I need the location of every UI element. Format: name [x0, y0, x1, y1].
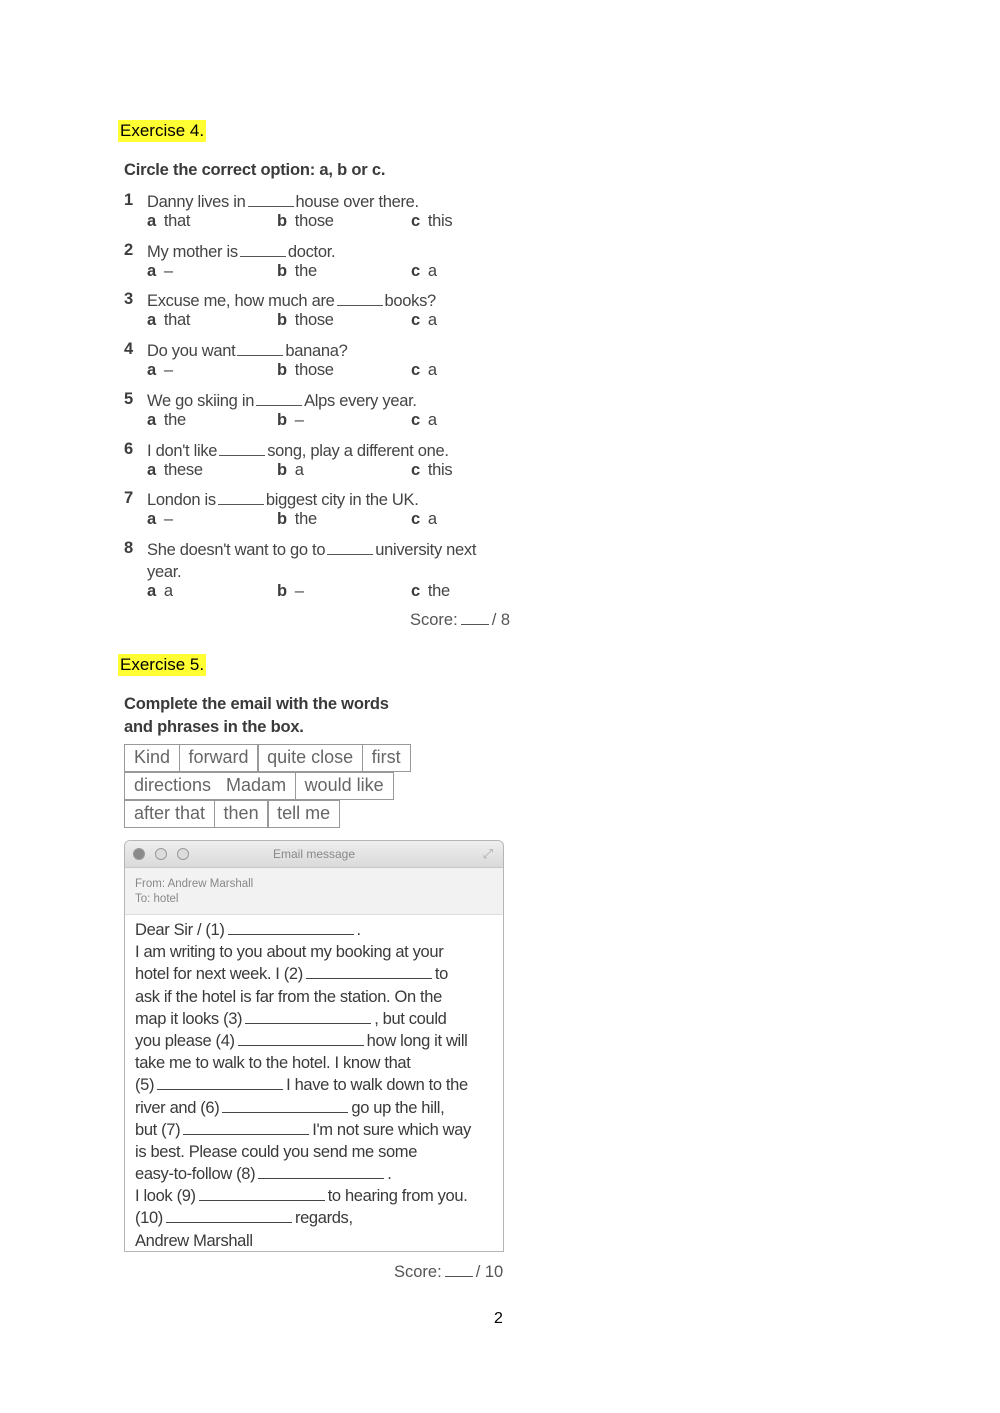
- email-text: (10): [135, 1209, 163, 1228]
- word-box-cell: after that: [124, 800, 215, 828]
- email-text-after: to hearing from you.: [327, 1187, 468, 1206]
- email-line: [135, 1119, 493, 1141]
- email-blank[interactable]: [199, 1187, 325, 1201]
- email-blank[interactable]: [238, 1032, 364, 1046]
- email-line: [135, 1207, 493, 1229]
- email-text-after: I have to walk down to the: [286, 1076, 468, 1095]
- exercise-4-instruction: Circle the correct option: a, b or c.: [124, 161, 386, 179]
- word-box: [124, 744, 409, 828]
- word-box-cell: directions Madam: [124, 772, 296, 800]
- option-c[interactable]: c a: [411, 410, 437, 429]
- stem-after: doctor.: [287, 242, 336, 261]
- option-b[interactable]: b those: [277, 212, 334, 230]
- email-from: From: Andrew Marshall: [135, 878, 254, 890]
- email-line: [135, 1008, 493, 1030]
- option-a[interactable]: a a: [147, 581, 173, 600]
- email-line: [135, 919, 493, 941]
- email-window: [124, 840, 504, 1252]
- email-blank[interactable]: [183, 1121, 309, 1135]
- email-line: [135, 1185, 493, 1207]
- exercise-4-score: [410, 611, 510, 630]
- question-stem: [147, 539, 476, 561]
- question-stem: [147, 191, 419, 213]
- email-title-bar: [125, 841, 503, 868]
- stem-before: Danny lives in: [147, 193, 246, 211]
- option-b[interactable]: b –: [277, 581, 304, 600]
- option-a[interactable]: a –: [147, 361, 173, 380]
- word-box-row: [124, 800, 409, 828]
- options-row: [147, 411, 547, 433]
- options-row: [147, 510, 547, 532]
- options-row: [147, 461, 547, 483]
- question-number: 3: [124, 290, 133, 309]
- options-row: [147, 262, 547, 284]
- email-text: you please (4): [135, 1031, 235, 1050]
- stem-after: banana?: [285, 342, 348, 361]
- option-c[interactable]: c a: [411, 261, 437, 280]
- email-blank[interactable]: [157, 1076, 283, 1090]
- instruction-line-2: and phrases in the box.: [124, 718, 304, 736]
- option-a[interactable]: a that: [147, 212, 191, 230]
- question-stem: [147, 489, 419, 511]
- email-text-after: go up the hill,: [351, 1098, 445, 1117]
- option-a[interactable]: a these: [147, 460, 203, 479]
- answer-blank[interactable]: [248, 192, 294, 207]
- exercise-4-title: Exercise 4.: [120, 121, 205, 140]
- option-a[interactable]: a that: [147, 311, 191, 330]
- email-text: river and (6): [135, 1098, 220, 1117]
- email-window-title: Email message: [272, 847, 356, 861]
- exercise-5-title: Exercise 5.: [120, 655, 205, 674]
- question-number: 4: [124, 340, 133, 359]
- question-stem: [147, 340, 348, 362]
- email-text: I am writing to you about my booking at your: [135, 943, 444, 962]
- stem-after: house over there.: [295, 193, 419, 211]
- email-text: map it looks (3): [135, 1009, 243, 1028]
- email-text: hotel for next week. I (2): [135, 965, 303, 984]
- stem-continuation: year.: [147, 562, 182, 581]
- email-text-after: how long it will: [366, 1031, 468, 1050]
- email-blank[interactable]: [258, 1165, 384, 1179]
- score-blank[interactable]: [445, 1264, 473, 1277]
- option-a[interactable]: a the: [147, 410, 186, 429]
- email-blank[interactable]: [245, 1010, 371, 1024]
- expand-icon[interactable]: ⤢: [482, 846, 493, 861]
- option-b[interactable]: b those: [277, 311, 334, 330]
- score-label: Score:: [394, 1263, 442, 1281]
- stem-before: We go skiing in: [147, 391, 255, 410]
- email-to: To: hotel: [135, 893, 179, 905]
- score-total: / 10: [475, 1263, 504, 1281]
- word-box-cell: first: [362, 744, 411, 772]
- email-line: [135, 941, 493, 963]
- question-number: 2: [124, 240, 133, 259]
- option-c[interactable]: c a: [411, 361, 437, 380]
- email-line: [135, 1074, 493, 1096]
- stem-before: She doesn't want to go to: [147, 540, 326, 559]
- email-text-after: to: [434, 965, 448, 984]
- email-blank[interactable]: [166, 1209, 292, 1223]
- exercise-5-instruction: [124, 693, 389, 739]
- email-text: but (7): [135, 1120, 181, 1139]
- email-line: [135, 1163, 493, 1185]
- question-number: 6: [124, 439, 133, 458]
- option-b[interactable]: b a: [277, 460, 304, 479]
- email-line: [135, 1141, 493, 1163]
- email-line: [135, 963, 493, 985]
- option-a[interactable]: a –: [147, 261, 173, 280]
- option-b[interactable]: b the: [277, 261, 317, 280]
- email-line: [135, 1030, 493, 1052]
- email-text: Andrew Marshall: [135, 1231, 253, 1250]
- answer-blank[interactable]: [327, 540, 373, 555]
- email-text-after: , but could: [374, 1009, 447, 1028]
- stem-after: song, play a different one.: [267, 441, 449, 460]
- answer-blank[interactable]: [256, 391, 302, 406]
- score-total: / 8: [491, 611, 511, 629]
- question-stem: [147, 390, 417, 412]
- option-b[interactable]: b –: [277, 410, 304, 429]
- option-c[interactable]: c this: [411, 460, 453, 479]
- email-text: is best. Please could you send me some: [135, 1142, 418, 1161]
- option-c[interactable]: c a: [411, 510, 437, 529]
- stem-before: My mother is: [147, 242, 238, 261]
- options-row: [147, 311, 547, 333]
- question-number: 1: [124, 191, 133, 209]
- email-text-after: regards,: [294, 1209, 353, 1228]
- email-text: ask if the hotel is far from the station. On the: [135, 987, 442, 1006]
- email-blank[interactable]: [228, 921, 354, 935]
- email-blank[interactable]: [306, 965, 432, 979]
- question-number: 8: [124, 538, 133, 557]
- question-number: 7: [124, 489, 133, 508]
- answer-blank[interactable]: [218, 490, 264, 505]
- email-line: [135, 1052, 493, 1074]
- question-number: 5: [124, 389, 133, 408]
- email-body: [125, 915, 503, 1252]
- email-text: easy-to-follow (8): [135, 1165, 256, 1184]
- email-text: (5): [135, 1076, 155, 1095]
- word-box-cell: forward: [179, 744, 259, 772]
- word-box-row: [124, 744, 409, 772]
- email-line: [135, 1230, 493, 1252]
- option-c[interactable]: c a: [411, 311, 437, 330]
- email-header: [125, 868, 503, 915]
- stem-after: Alps every year.: [304, 391, 417, 410]
- answer-blank[interactable]: [237, 341, 283, 356]
- email-line: [135, 1097, 493, 1119]
- page-number: 2: [494, 1310, 503, 1327]
- question-stem: [147, 290, 436, 312]
- stem-before: I don't like: [147, 441, 218, 460]
- answer-blank[interactable]: [219, 441, 265, 456]
- email-line: [135, 986, 493, 1008]
- options-row: [147, 212, 547, 234]
- email-text: take me to walk to the hotel. I know that: [135, 1054, 411, 1073]
- email-blank[interactable]: [222, 1099, 348, 1113]
- word-box-cell: quite close: [257, 744, 363, 772]
- question-stem: [147, 440, 449, 462]
- email-text-after: .: [356, 921, 361, 939]
- option-c[interactable]: c the: [411, 581, 450, 600]
- word-box-cell: would like: [295, 772, 394, 800]
- word-box-cell: tell me: [267, 800, 340, 828]
- option-b[interactable]: b those: [277, 361, 334, 380]
- stem-before: Do you want: [147, 342, 236, 361]
- exercise-5-score: [394, 1263, 503, 1282]
- options-row: [147, 361, 547, 383]
- score-label: Score:: [410, 611, 458, 629]
- stem-before: Excuse me, how much are: [147, 292, 335, 311]
- option-a[interactable]: a –: [147, 510, 173, 529]
- instruction-line-1: Complete the email with the words: [124, 695, 389, 713]
- answer-blank[interactable]: [337, 291, 383, 306]
- stem-after: university next: [375, 540, 477, 559]
- email-text-after: I'm not sure which way: [312, 1120, 471, 1139]
- option-b[interactable]: b the: [277, 510, 317, 529]
- email-text: I look (9): [135, 1187, 196, 1206]
- word-box-cell: then: [214, 800, 269, 828]
- email-text: Dear Sir / (1): [135, 921, 225, 939]
- stem-before: London is: [147, 491, 216, 510]
- options-row: [147, 582, 547, 604]
- stem-after: biggest city in the UK.: [265, 491, 419, 510]
- question-stem: [147, 241, 335, 263]
- option-c[interactable]: c this: [411, 212, 453, 230]
- email-text-after: .: [387, 1165, 392, 1184]
- word-box-cell: Kind: [124, 744, 180, 772]
- answer-blank[interactable]: [240, 242, 286, 257]
- word-box-row: [124, 772, 409, 800]
- stem-after: books?: [384, 292, 436, 311]
- score-blank[interactable]: [461, 612, 489, 625]
